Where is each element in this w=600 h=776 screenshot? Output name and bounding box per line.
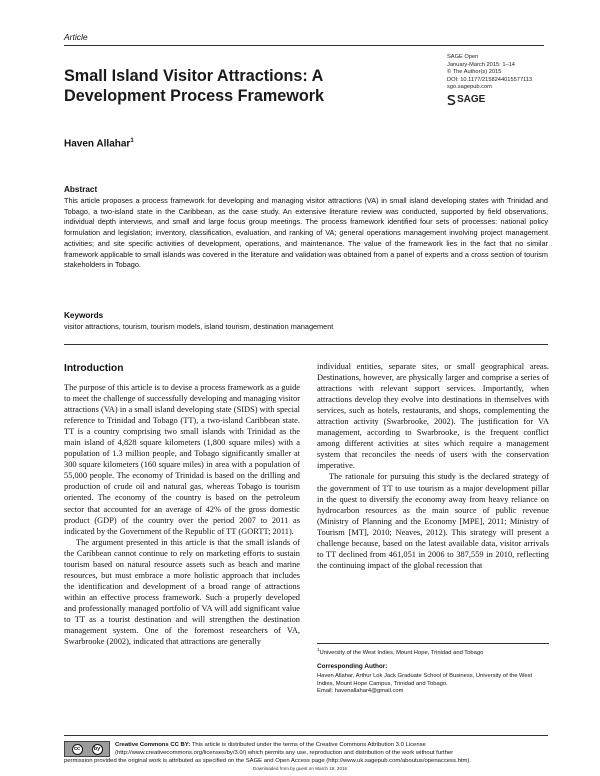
- journal-issue: January-March 2015: 1–14: [447, 61, 515, 68]
- sage-logo-text: SAGE: [457, 94, 486, 105]
- author-affiliation: $^1$University of the West Indies, Mount Hope, Trinidad and Tobago: [317, 647, 484, 656]
- paragraph: The rationale for pursuing this study is the declared strategy of the government of TT to use tourism as a major development pillar in the quest to diversify the economy away from heavy reliance on hydrocarbon resources as the main source of public revenue (Ministry of Planning and the Economy [MPE], 2011; Ministry of Tourism [MT], 2010; Neaves, 2012). This strategy will present a challenge because, based on the latest available data, visitor arrivals to TT declined from 461,051 in 2006 to 387,559 in 2010, reflecting the continuing impact of the global recession that: [317, 472, 549, 570]
- doi-line: DOI: 10.1177/2158244015577113: [447, 76, 533, 83]
- abstract-text: This article proposes a process framework for developing and managing visitor attractions (VA) in small island developing states with Trinidad and Tobago, a two-island state in the Caribbean, as the case study. An extensive literature review was conducted, supported by field observations, individual depth interviews, and small and large focus group meetings. The process framework identified four sets of processes: national policy formulation and legislation; inventory, classification, evaluation, and ranking of VA; general operations management involving project management activities; and site specific activities of development, operations, and maintenance. The value of the framework lies in the fact that no similar framework applicable to small islands was covered in the literature and validation was obtained from a panel of experts and a cross section of tourism stakeholders in Tobago.: [64, 196, 548, 270]
- journal-url[interactable]: sgo.sagepub.com: [447, 84, 492, 91]
- license-text-continued: permission provided the original work is attributed as specified on the SAGE and Open Access page (http://www.uk.sagepub.com/aboutus/openaccess.htm).: [64, 758, 472, 764]
- body-column-left: [64, 382, 300, 647]
- copyright-line: © The Author(s) 2015: [447, 69, 502, 76]
- cc-icon: cc: [72, 744, 83, 755]
- corresponding-email[interactable]: Email: havenallahar4@gmail.com: [317, 688, 404, 695]
- paragraph: The argument presented in this article is that the small islands of the Caribbean cannot continue to rely on marketing efforts to sustain tourism based on natural resource assets such as beach and marine resources, but must embrace a more holistic approach that includes the identification and development of a broad range of attractions within an effective process framework. Such a properly developed and professionally managed portfolio of VA will add significant value to TT as a tourist destination and will strengthen the destination management system. One of the foremost researchers of VA, Swarbrooke (2002), indicated that attractions are generally: [64, 537, 300, 647]
- download-note: Downloaded from by guest on March 19, 2016: [252, 766, 348, 771]
- article-title: Small Island Visitor Attractions: A Development Process Framework: [64, 67, 325, 105]
- top-divider: [64, 45, 544, 46]
- sage-logo-icon: [447, 95, 456, 105]
- author-name: Haven Allahar$^1$: [64, 138, 134, 150]
- corresponding-author-heading: Corresponding Author:: [317, 663, 388, 670]
- article-label: Article: [64, 32, 88, 42]
- paragraph: individual entities, separate sites, or small geographical areas. Destinations, however, are physically larger and comprise a series of attractions with relevant support services. Importantly, when attractions develop they evolve into destinations in themselves with services, such as hotels, restaurants, and shops, complementing the attraction activity (Swarbrooke, 2002). The justification for VA management, according to Swarbrooke, is the frequent conflict among different activities at sites which require a management system that reconciles the needs of users with the conservation imperative.: [317, 362, 549, 471]
- sage-logo: [447, 94, 485, 105]
- body-column-right: [317, 361, 549, 571]
- journal-name: SAGE Open: [447, 54, 479, 60]
- person-icon: by: [92, 744, 103, 755]
- corresponding-author-details: [317, 673, 549, 696]
- paragraph: The purpose of this article is to devise a process framework as a guide to meet the challenge of successfully developing and managing visitor attractions (VA) in a small island developing state (SIDS) with special reference to Trinidad and Tobago (TT), a two-island Caribbean state. TT is a country comprising two small islands with Trinidad as the main island of 4,828 square kilometers (1,800 square miles) with a population of 1.3 million people, and Tobago significantly smaller at 300 square kilometers (160 square miles) in area with a population of 55,000 people. The economy of Trinidad is based on the drilling and production of crude oil and natural gas, whereas Tobago is tourism oriented. The economy of the country is based on the petroleum sector that accounted for an average of 42% of the gross domestic product (GDP) of the country over the period 2007 to 2011 as indicated by the Government of the Republic of TT (GORTT; 2011).: [64, 383, 300, 536]
- abstract-heading: Abstract: [64, 185, 98, 194]
- footnote-divider: [317, 643, 549, 644]
- journal-meta: [447, 54, 597, 92]
- introduction-heading: Introduction: [64, 363, 124, 374]
- cc-by-badge[interactable]: [64, 741, 110, 757]
- license-lead: Creative Commons CC BY:: [115, 742, 191, 748]
- keywords-text: visitor attractions, tourism, tourism models, island tourism, destination management: [64, 322, 334, 331]
- section-divider: [64, 344, 548, 345]
- corresponding-address: Haven Allahar, Arthur Lok Jack Graduate School of Business, University of the West Indies, Mount Hope Campus, Trinidad and Tobago.: [317, 673, 533, 687]
- author-affiliation-marker: 1: [130, 138, 134, 144]
- keywords-heading: Keywords: [64, 311, 104, 320]
- license-divider: [64, 735, 548, 736]
- license-text: Creative Commons CC BY: This article is distributed under the terms of the Creative Commons Attribution 3.0 License (http://www.creativecommons.org/licenses/by/3.0/) which permits any use, reproduction and distribution of the work without further: [115, 742, 454, 757]
